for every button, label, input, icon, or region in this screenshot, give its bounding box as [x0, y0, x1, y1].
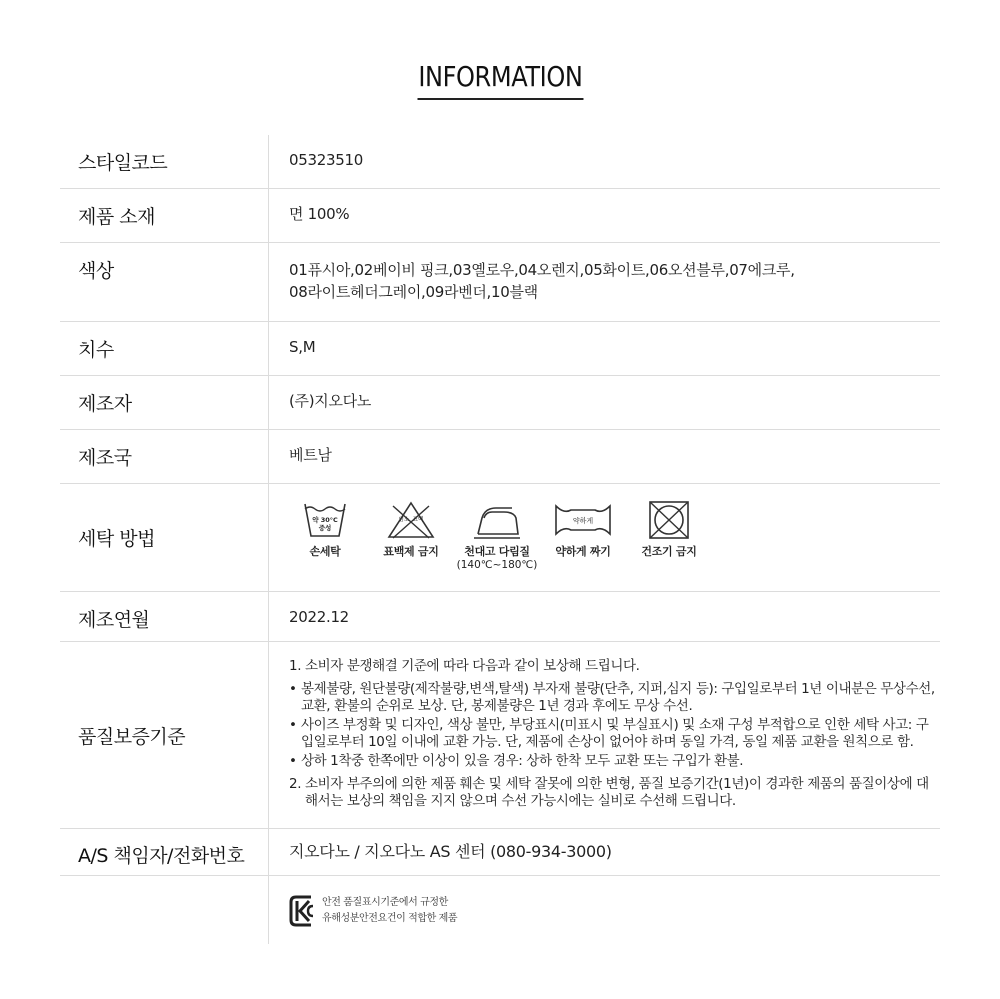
svg-text:표백: 표백 [412, 517, 424, 523]
quality-bullet: • 봉제불량, 원단불량(제작불량,변색,탈색) 부자재 불량(단추, 지퍼,심지 등): 구입일로부터 1년 이내분은 무상수선, 교환, 환불의 순위로 보상. 단, 봉제불량은 1년 경과 후에도 무상 수선. [289, 681, 935, 714]
svg-text:약 30°C: 약 30°C [312, 516, 338, 524]
quality-bullet: • 사이즈 부정확 및 디자인, 색상 불만, 부당표시(미표시 및 부실표시) 및 소재 구성 부적합으로 인한 세탁 사고: 구입일로부터 10일 이내에 교환 가능. 단, 제품에 손상이 없어야 하며 동일 가격, 동일 제품 교환을 원칙으로 함. [289, 717, 929, 750]
row-washing [60, 484, 940, 592]
row-label: 제조연월 [78, 609, 150, 631]
row-label: 치수 [78, 339, 114, 361]
iron-with-cloth-icon [472, 500, 522, 540]
row-quality [60, 642, 940, 829]
row-label: 제조국 [78, 447, 132, 469]
row-label: 품질보증기준 [78, 726, 186, 748]
row-label: A/S 책임자/전화번호 [78, 845, 245, 867]
no-tumble-dry-icon [646, 500, 692, 540]
size-value: S,M [289, 338, 316, 356]
gentle-wring-icon [553, 500, 613, 540]
row-label: 스타일코드 [78, 152, 168, 174]
row-material [60, 189, 940, 243]
no-tumble-dry: 건조기 금지 [626, 500, 712, 572]
manufacturer-value: (주)지오다노 [289, 392, 372, 410]
svg-text:염소: 염소 [398, 517, 410, 523]
information-table [60, 135, 940, 946]
material-value: 면 100% [289, 205, 350, 223]
row-date [60, 592, 940, 642]
kc-mark-icon [289, 894, 315, 928]
kc-certification: 안전 품질표시기준에서 규정한 유해성분안전요건이 적합한 제품 [289, 894, 457, 928]
quality-item: 2. 소비자 부주의에 의한 제품 훼손 및 세탁 잘못에 의한 변형, 품질 보증기간(1년)이 경과한 제품의 품질이상에 대해서는 보상의 책임을 지지 않으며 수선 가능시에는 실비로 수선해 드립니다. [289, 776, 929, 809]
svg-text:약하게: 약하게 [572, 517, 594, 525]
gentle-wring: 약하게 약하게 짜기 [540, 500, 626, 572]
no-bleach-icon [385, 500, 437, 540]
color-value: 01퓨시아,02베이비 핑크,03옐로우,04오렌지,05화이트,06오션블루,07에크루, 08라이트헤더그레이,09라벤더,10블랙 [289, 261, 795, 301]
row-color [60, 243, 940, 322]
svg-text:중성: 중성 [318, 524, 332, 532]
date-value: 2022.12 [289, 608, 349, 626]
row-label: 색상 [78, 260, 114, 282]
style-code-value: 05323510 [289, 151, 363, 169]
country-value: 베트남 [289, 446, 332, 464]
row-size [60, 322, 940, 376]
hand-wash-icon [302, 500, 348, 540]
row-label: 세탁 방법 [78, 528, 155, 550]
quality-item: 1. 소비자 분쟁해결 기준에 따라 다음과 같이 보상해 드립니다. [289, 658, 640, 674]
row-kc-mark [60, 876, 940, 946]
row-as [60, 829, 940, 876]
row-label: 제품 소재 [78, 206, 155, 228]
quality-list [289, 658, 939, 812]
quality-bullet: • 상하 1착중 한쪽에만 이상이 있을 경우: 상하 한착 모두 교환 또는 구입가 환불. [289, 753, 744, 769]
as-contact-value: 지오다노 / 지오다노 AS 센터 (080-934-3000) [289, 842, 612, 861]
page-title: INFORMATION [0, 58, 1000, 100]
row-manufacturer [60, 376, 940, 430]
washing-icons [282, 500, 712, 572]
hand-wash: 약 30°C 중성 손세탁 [282, 500, 368, 572]
row-style-code [60, 135, 940, 189]
iron-with-cloth: 천대고 다림질 (140℃~180℃) [454, 500, 540, 572]
no-bleach: 염소 표백 표백제 금지 [368, 500, 454, 572]
row-country [60, 430, 940, 484]
row-label: 제조자 [78, 393, 132, 415]
